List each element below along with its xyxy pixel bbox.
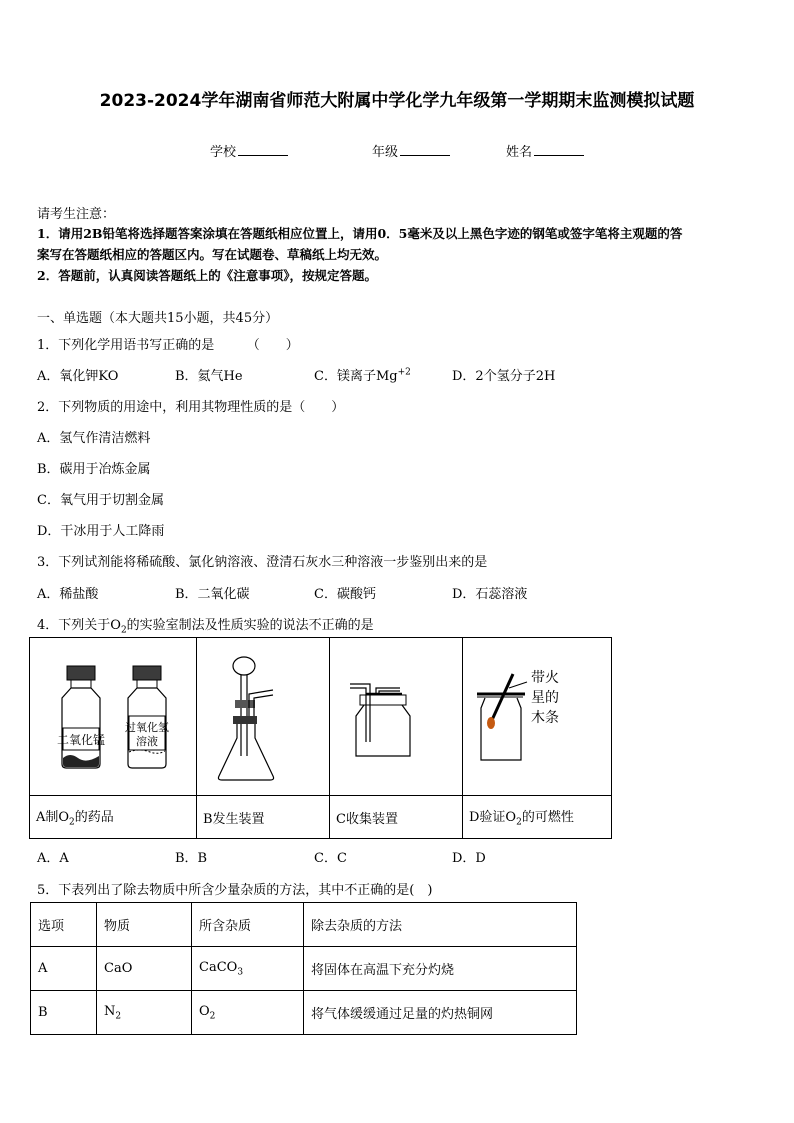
- q2-stem: 2．下列物质的用途中，利用其物理性质的是（ ）: [37, 400, 345, 415]
- label-glowing-splint-3: 木条: [531, 710, 559, 726]
- q3-option-d[interactable]: D．石蕊溶液: [452, 587, 528, 602]
- q5-stem: 5．下表列出了除去物质中所含少量杂质的方法，其中不正确的是( ): [37, 883, 433, 898]
- q4-option-c[interactable]: C．C: [314, 851, 347, 866]
- label-hydrogen-peroxide: 过氧化氢: [125, 721, 169, 734]
- q1-option-b[interactable]: B．氦气He: [175, 369, 243, 384]
- header-method: 除去杂质的方法: [304, 903, 577, 947]
- q4-caption-d: D验证$O_2$的可燃性: [463, 796, 612, 839]
- school-field: 学校: [210, 141, 288, 160]
- svg-text:溶液: 溶液: [136, 735, 158, 748]
- q2-option-c[interactable]: C．氧气用于切割金属: [37, 493, 164, 508]
- q1-option-c[interactable]: C．镁离子$Mg^{+2}$: [314, 367, 411, 384]
- label-glowing-splint-2: 星的: [531, 690, 559, 706]
- label-glowing-splint-1: 带火: [531, 670, 559, 686]
- q2-option-d[interactable]: D．干冰用于人工降雨: [37, 524, 165, 539]
- notice-item-2: 2．答题前，认真阅读答题纸上的《注意事项》，按规定答题。: [37, 268, 377, 283]
- header-option: 选项: [31, 903, 97, 947]
- q4-image-b: [197, 638, 330, 796]
- q4-caption-b: B发生装置: [197, 796, 330, 839]
- q4-image-c: [330, 638, 463, 796]
- notice-item-1: 1．请用2B铅笔将选择题答案涂填在答题纸相应位置上，请用0．5毫米及以上黑色字迹的钢笔或签字笔将主观题的答: [37, 226, 683, 241]
- table-row: B $N_2$ $O_2$ 将气体缓缓通过足量的灼热铜网: [31, 991, 577, 1035]
- conical-flask-icon: [218, 724, 273, 780]
- bottle-icon: [481, 698, 521, 760]
- header-impurity: 所含杂质: [192, 903, 304, 947]
- grade-blank[interactable]: [400, 142, 450, 156]
- q1-option-a[interactable]: A．氧化钾KO: [37, 369, 119, 384]
- page-title: 2023-2024学年湖南省师范大附属中学化学九年级第一学期期末监测模拟试题: [99, 91, 695, 111]
- notice-item-1-cont: 案写在答题纸相应的答题区内。写在试题卷、草稿纸上均无效。: [37, 247, 388, 262]
- q1-option-d[interactable]: D．2个氢分子2H: [452, 369, 556, 384]
- table-header-row: [31, 903, 577, 947]
- delivery-tube-icon: [350, 684, 370, 742]
- bottle-stopper-icon: [67, 666, 95, 680]
- q3-option-c[interactable]: C．碳酸钙: [314, 587, 376, 602]
- q4-image-d: [463, 638, 612, 796]
- q4-option-d[interactable]: D．D: [452, 851, 486, 866]
- q2-option-a[interactable]: A．氢气作清洁燃料: [37, 431, 151, 446]
- q2-option-b[interactable]: B．碳用于冶炼金属: [37, 462, 151, 477]
- student-info-row: [0, 141, 794, 161]
- grade-field: 年级: [372, 141, 450, 160]
- funnel-icon: [233, 657, 255, 675]
- table-row: A CaO CaCO$_3$ 将固体在高温下充分灼烧: [31, 947, 577, 991]
- q4-figure-table: [29, 637, 612, 839]
- name-blank[interactable]: [534, 142, 584, 156]
- header-substance: 物质: [97, 903, 192, 947]
- q4-caption-c: C收集装置: [330, 796, 463, 839]
- q3-option-b[interactable]: B．二氧化碳: [175, 587, 250, 602]
- q4-caption-a: A制$O_2$的药品: [30, 796, 197, 839]
- label-manganese-dioxide: 二氧化锰: [56, 733, 106, 747]
- notice-heading: 请考生注意：: [37, 207, 116, 222]
- q4-stem: 4．下列关于$O_2$的实验室制法及性质实验的说法不正确的是: [37, 618, 374, 636]
- q4-option-a[interactable]: A．A: [37, 851, 69, 866]
- name-field: 姓名: [506, 141, 584, 160]
- q4-image-a: [30, 638, 197, 796]
- q4-option-b[interactable]: B．B: [175, 851, 208, 866]
- q3-stem: 3．下列试剂能将稀硫酸、氯化钠溶液、澄清石灰水三种溶液一步鉴别出来的是: [37, 555, 488, 570]
- section-heading: 一、单选题（本大题共15小题，共45分）: [37, 311, 279, 326]
- q3-option-a[interactable]: A．稀盐酸: [37, 587, 99, 602]
- school-blank[interactable]: [238, 142, 288, 156]
- q5-table: [30, 902, 577, 1035]
- gas-collecting-bottle-icon: [356, 705, 410, 756]
- q1-stem: 1．下列化学用语书写正确的是 （ ）: [37, 338, 299, 353]
